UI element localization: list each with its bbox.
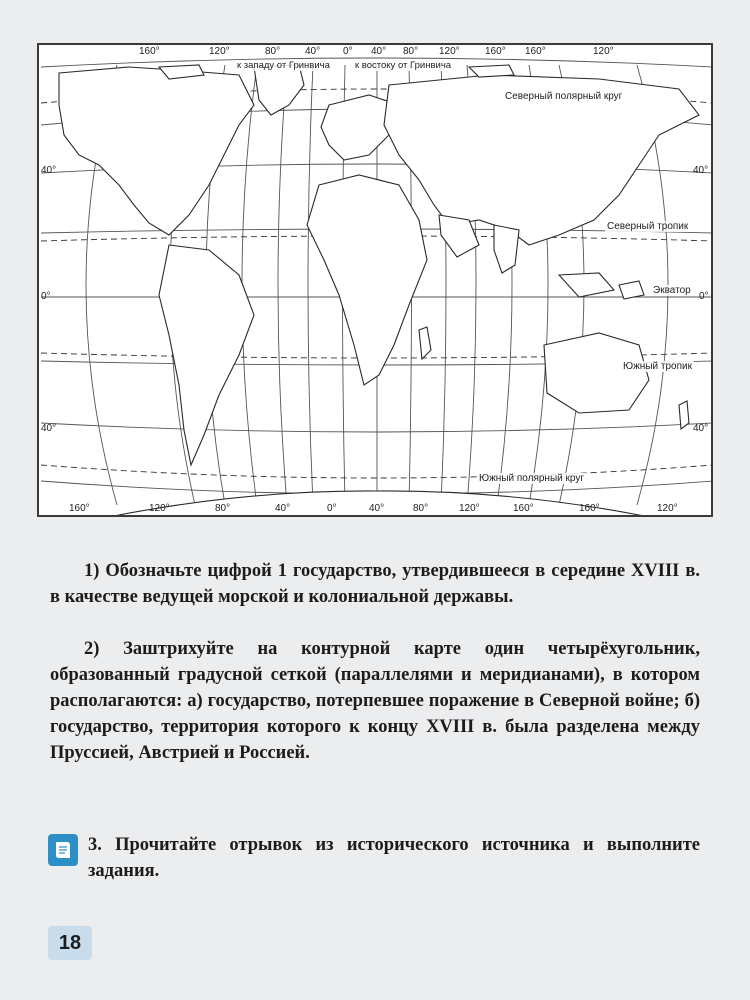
task-2-text: 2) Заштрихуйте на контурной карте один четырёхугольник, образованный градусной сеткой (параллелями и меридианами), в котором располагаются: а) государство, потерпевшее поражение в Северной войне; б) государство, территория которого к концу XVIII в. была разделена между Пруссией, Австрией и Россией. <box>50 639 700 763</box>
tick-bottom: 120° <box>657 503 678 514</box>
tick-top: 0° <box>343 46 353 57</box>
tick-top: 120° <box>209 46 230 57</box>
task-2 <box>50 636 700 766</box>
tick-top: 40° <box>305 46 321 57</box>
tick-bottom: 120° <box>459 503 480 514</box>
tick-top: 160° <box>485 46 506 57</box>
equator-label: Экватор <box>653 285 691 296</box>
document-scroll-icon <box>48 834 78 866</box>
tick-top: 80° <box>265 46 281 57</box>
contour-map <box>37 43 713 517</box>
tropic-north-label: Северный тропик <box>607 221 689 232</box>
tick-bottom: 160° <box>513 503 534 514</box>
antarctic-circle-label: Южный полярный круг <box>479 473 584 484</box>
tick-bottom: 40° <box>275 503 291 514</box>
tick-bottom: 160° <box>579 503 600 514</box>
west-of-greenwich-label: к западу от Гринвича <box>237 60 330 71</box>
tick-left: 40° <box>41 165 57 176</box>
tick-top: 160° <box>525 46 546 57</box>
task-1 <box>50 558 700 610</box>
arctic-circle-label: Северный полярный круг <box>505 91 623 102</box>
tick-right: 40° <box>693 165 709 176</box>
tick-bottom: 40° <box>369 503 385 514</box>
tick-bottom: 160° <box>69 503 90 514</box>
task-3-text: 3. Прочитайте отрывок из исторического источника и выполните задания. <box>88 835 700 881</box>
task-3 <box>48 832 700 884</box>
tick-right: 40° <box>693 423 709 434</box>
page-number: 18 <box>48 926 92 960</box>
tick-bottom: 80° <box>413 503 429 514</box>
task-1-text: 1) Обозначьте цифрой 1 государство, утвердившееся в середине XVIII в. в качестве ведущей морской и колониальной державы. <box>50 561 700 607</box>
tick-bottom: 80° <box>215 503 231 514</box>
tick-top: 120° <box>593 46 614 57</box>
tropic-south-label: Южный тропик <box>623 361 692 372</box>
tick-left: 40° <box>41 423 57 434</box>
tick-left: 0° <box>41 291 51 302</box>
tick-top: 160° <box>139 46 160 57</box>
east-of-greenwich-label: к востоку от Гринвича <box>355 60 452 71</box>
tick-top: 40° <box>371 46 387 57</box>
tick-top: 120° <box>439 46 460 57</box>
tick-top: 80° <box>403 46 419 57</box>
tick-right: 0° <box>699 291 709 302</box>
tick-bottom: 120° <box>149 503 170 514</box>
map-graticule <box>39 45 713 517</box>
tick-bottom: 0° <box>327 503 337 514</box>
